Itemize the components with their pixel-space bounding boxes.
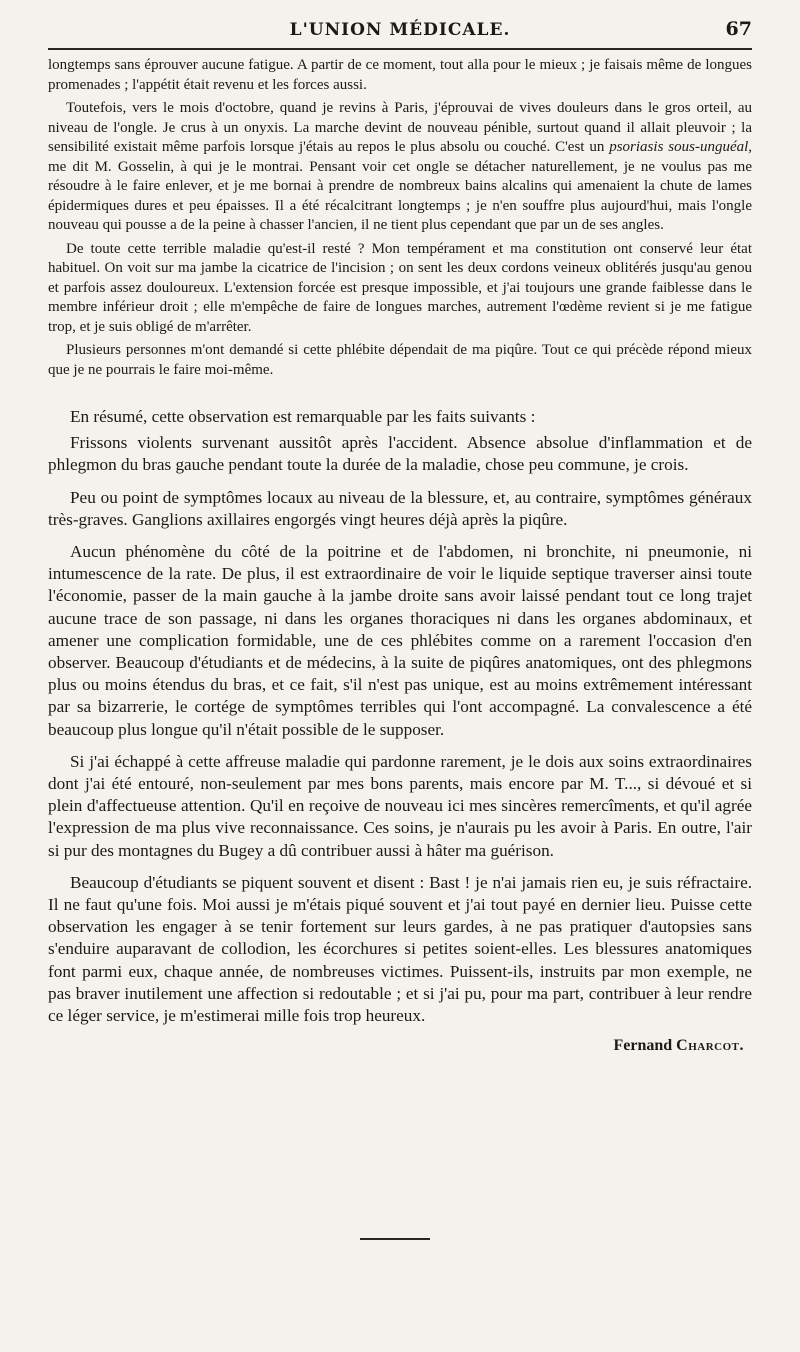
paragraph: Si j'ai échappé à cette affreuse maladie qui pardonne rarement, je le dois aux soins extraordinaires dont j'ai été entouré, non-seulement par mes bons parents, mais encore par M. T..., si dévoué et si plein d'affectueuse attention. Qu'il en reçoive de nouveau ici mes sincères remercîments, et qu'il agrée l'expression de ma plus vive reconnaissance. Ces soins, je n'aurais pu les avoir à Paris. En outre, l'air si pur des montagnes du Bugey a dû contribuer aussi à hâter ma guérison. bbox=[48, 751, 752, 860]
author-family-name: Charcot. bbox=[676, 1037, 744, 1055]
author-given-name: Fernand bbox=[613, 1037, 673, 1055]
paragraph bbox=[48, 99, 752, 236]
narrative-section bbox=[48, 56, 752, 380]
emphasis-term: psoriasis sous-unguéal, bbox=[609, 139, 753, 155]
paragraph-text: me dit M. Gosselin, à qui je le montrai. Pensant voir cet ongle se détacher naturellement, je ne voulus pas me résoudre à le faire enlever, et je me bornai à prendre de nombreux bains alcalins qui amenaient la chute de lames épidermiques dures et peu épaisses. Il a été récalcitrant longtemps ; je n'en souffre plus aujourd'hui, mais l'ongle nouveau qui pousse a de la peine à chasser l'ancien, il ne tient plus cependant que par un de ses angles. bbox=[48, 158, 752, 233]
article-body bbox=[48, 56, 752, 1055]
summary-section bbox=[48, 406, 752, 1027]
end-rule-divider bbox=[360, 1238, 430, 1240]
paragraph: Peu ou point de symptômes locaux au niveau de la blessure, et, au contraire, symptômes généraux très-graves. Ganglions axillaires engorgés vingt heures déjà après la piqûre. bbox=[48, 487, 752, 529]
paragraph: Plusieurs personnes m'ont demandé si cette phlébite dépendait de ma piqûre. Tout ce qui précède répond mieux que je ne pourrais le faire moi-même. bbox=[48, 342, 752, 378]
paragraph: Frissons violents survenant aussitôt après l'accident. Absence absolue d'inflammation et de phlegmon du bras gauche pendant toute la durée de la maladie, chose peu commune, je crois. bbox=[48, 433, 752, 475]
journal-title: L'UNION MÉDICALE. bbox=[289, 20, 511, 40]
paragraph: En résumé, cette observation est remarquable par les faits suivants : bbox=[70, 407, 536, 426]
paragraph: De toute cette terrible maladie qu'est-il resté ? Mon tempérament et ma constitution ont conservé leur état habituel. On voit sur ma jambe la cicatrice de l'incision ; on sent les deux cordons veineux oblitérés jusqu'au genou et parfois assez douloureux. L'extension forcée est presque impossible, et j'ai toujours une grande faiblesse dans le membre inférieur droit ; elle m'empêche de faire de longues marches, autrement l'œdème revient si je me fatigue trop, et je suis obligé de m'arrêter. bbox=[48, 240, 752, 335]
page-header bbox=[48, 18, 752, 50]
paragraph: Beaucoup d'étudiants se piquent souvent et disent : Bast ! je n'ai jamais rien eu, je suis réfractaire. Il ne faut qu'une fois. Moi aussi je m'étais piqué souvent et j'ai tout payé en dernier lieu. Puisse cette observation les engager à se tenir fortement sur leurs gardes, à ne pas pratiquer d'autopsies sans s'enduire auparavant de collodion, les écorchures si petites soient-elles. Les blessures anatomiques font parmi eux, chaque année, de nombreuses victimes. Puissent-ils, instruits par mon exemple, ne pas braver inutilement une affection si redoutable ; et si j'ai pu, pour ma part, contribuer à leur rendre ce léger service, je m'estimerai mille fois trop heureux. bbox=[48, 872, 752, 1026]
author-signature bbox=[48, 1037, 752, 1055]
paragraph-text: Toutefois, vers le mois d'octobre, quand je revins à Paris, j'éprouvai de vives douleurs dans le gros orteil, au niveau de l'ongle. Je crus à un onyxis. La marche devint de nouveau pénible, surtout quand il allait pleuvoir ; la sensibilité existait même parfois lorsque j'étais au repos le plus absolu ou couché. C'est un bbox=[48, 100, 752, 155]
paragraph: longtemps sans éprouver aucune fatigue. A partir de ce moment, tout alla pour le mieux ; je faisais même de longues promenades ; l'appétit était revenu et les forces aussi. bbox=[48, 57, 752, 93]
page-number: 67 bbox=[725, 18, 752, 40]
paragraph: Aucun phénomène du côté de la poitrine et de l'abdomen, ni bronchite, ni pneumonie, ni intumescence de la rate. De plus, il est extraordinaire de voir le liquide septique traverser ainsi toute l'économie, passer de la main gauche à la jambe droite sans avoir laissé pendant tout ce long trajet aucune trace de son passage, ni dans les organes thoraciques ni dans les organes abdominaux, et amener une complication formidable, une de ces phlébites comme on a rarement l'occasion d'en observer. Beaucoup d'étudiants et de médecins, à la suite de piqûres anatomiques, ont des phlegmons plus ou moins étendus du bras, et ce fait, s'il n'est pas unique, est au moins extrêmement intéressant par sa bizarrerie, le cortége de symptômes terribles qui l'ont accompagné. La convalescence a été beaucoup plus longue qu'il n'était possible de le supposer. bbox=[48, 542, 752, 739]
